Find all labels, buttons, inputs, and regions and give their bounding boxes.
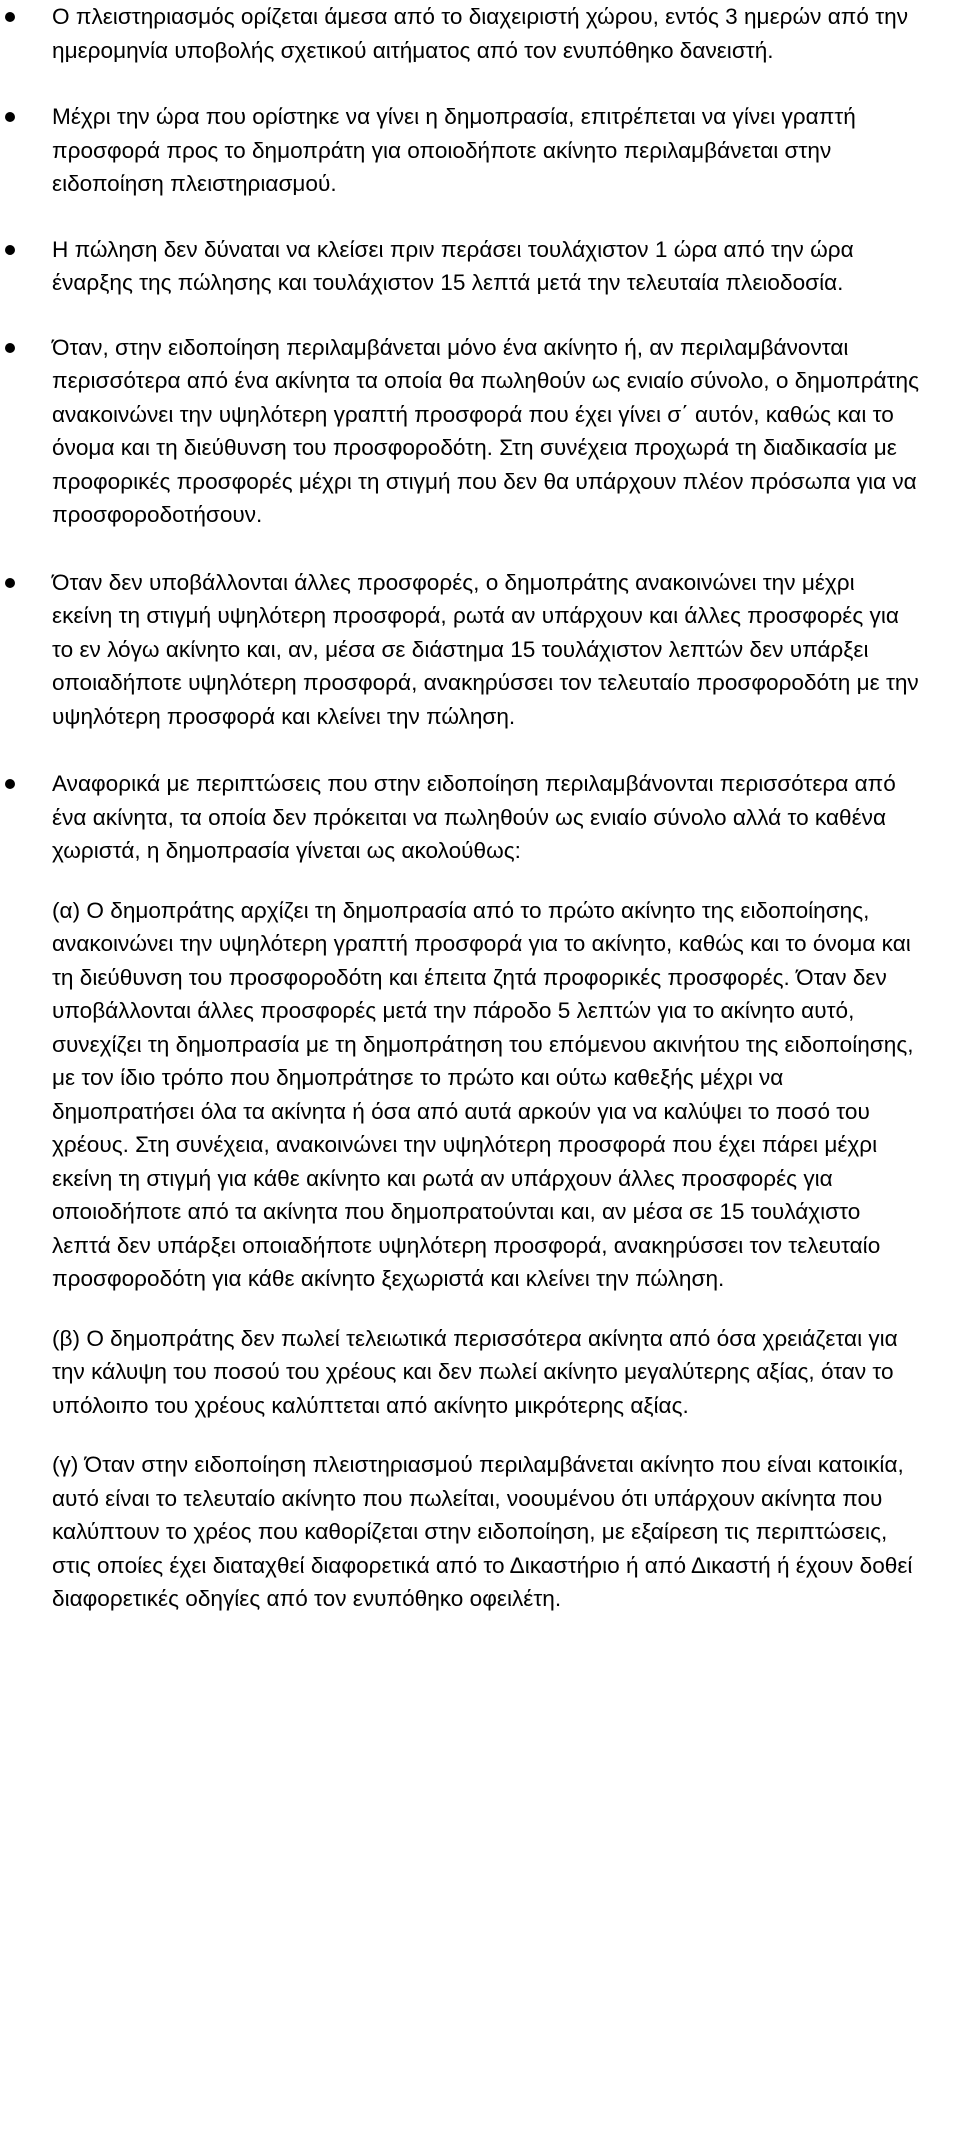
bullet-icon: [5, 245, 15, 255]
paragraph: Αναφορικά με περιπτώσεις που στην ειδοποίηση περιλαμβάνονται περισσότερα από ένα ακίνητα, τα οποία δεν πρόκειται να πωληθούν ως ενιαίο σύνολο αλλά το καθένα χωριστά, η δημοπρασία γίνεται ως ακολούθως:: [52, 771, 896, 863]
bullet-icon: [5, 343, 15, 353]
subparagraph-a: (α) Ο δημοπράτης αρχίζει τη δημοπρασία από το πρώτο ακίνητο της ειδοποίησης, ανακοινώνει την υψηλότερη γραπτή προσφορά για το ακίνητο, καθώς και το όνομα και τη διεύθυνση του προσφοροδότη και έπειτα ζητά προφορικές προσφορές. Όταν δεν υποβάλλονται άλλες προσφορές μετά την πάροδο 5 λεπτών για το ακίνητο αυτό, συνεχίζει τη δημοπρασία με τη δημοπράτηση του επόμενου ακινήτου της ειδοποίησης, με τον ίδιο τρόπο που δημοπράτησε το πρώτο και ούτω καθεξής μέχρι να δημοπρατήσει όλα τα ακίνητα ή όσα από αυτά αρκούν για να καλύψει το ποσό του χρέους. Στη συνέχεια, ανακοινώνει την υψηλότερη προσφορά που έχει πάρει μέχρι εκείνη τη στιγμή για κάθε ακίνητο και ρωτά αν υπάρχουν άλλες προσφορές για οποιοδήποτε από τα ακίνητα που δημοπρατούνται και, αν μέσα σε 15 τουλάχιστο λεπτά δεν υπάρξει οποιαδήποτε υψηλότερη προσφορά, ανακηρύσσει τον τελευταίο προσφοροδότη για κάθε ακίνητο ξεχωριστά και κλείνει την πώληση.: [52, 897, 914, 1291]
paragraph: Μέχρι την ώρα που ορίστηκε να γίνει η δημοπρασία, επιτρέπεται να γίνει γραπτή προσφορά προς το δημοπράτη για οποιοδήποτε ακίνητο περιλαμβάνεται στην ειδοποίηση πλειστηριασμού.: [52, 104, 856, 196]
paragraph: Η πώληση δεν δύναται να κλείσει πριν περάσει τουλάχιστον 1 ώρα από την ώρα έναρξης της πώλησης και τουλάχιστον 15 λεπτά μετά την τελευταία πλειοδοσία.: [52, 236, 854, 295]
paragraph: Ο πλειστηριασμός ορίζεται άμεσα από το διαχειριστή χώρου, εντός 3 ημερών από την ημερομηνία υποβολής σχετικού αιτήματος από τον ενυπόθηκο δανειστή.: [52, 4, 908, 63]
list-item: [0, 100, 920, 201]
bullet-icon: [5, 578, 15, 588]
subparagraph-c: (γ) Όταν στην ειδοποίηση πλειστηριασμού περιλαμβάνεται ακίνητο που είναι κατοικία, αυτό είναι το τελευταίο ακίνητο που πωλείται, νοουμένου ότι υπάρχουν ακίνητα που καλύπτουν το χρέος που καθορίζεται στην ειδοποίηση, με εξαίρεση τις περιπτώσεις, στις οποίες έχει διαταχθεί διαφορετικά από το Δικαστήριο ή από Δικαστή ή έχουν δοθεί διαφορετικές οδηγίες από τον ενυπόθηκο οφειλέτη.: [52, 1452, 913, 1611]
list-item: [0, 0, 920, 67]
paragraph: Όταν δεν υποβάλλονται άλλες προσφορές, ο δημοπράτης ανακοινώνει την μέχρι εκείνη τη στιγμή υψηλότερη προσφορά, ρωτά αν υπάρχουν και άλλες προσφορές για το εν λόγω ακίνητο και, αν, μέσα σε διάστημα 15 τουλάχιστον λεπτών δεν υπάρξει οποιαδήποτε υψηλότερη προσφορά, ανακηρύσσει τον τελευταίο προσφοροδότη με την υψηλότερη προσφορά και κλείνει την πώληση.: [52, 569, 919, 729]
list-item: [0, 233, 920, 300]
list-item: [0, 566, 920, 734]
list-item: [0, 331, 920, 532]
subparagraph-b: (β) Ο δημοπράτης δεν πωλεί τελειωτικά περισσότερα ακίνητα από όσα χρειάζεται για την κάλυψη του ποσού του χρέους και δεν πωλεί ακίνητο μεγαλύτερης αξίας, όταν το υπόλοιπο του χρέους καλύπτεται από ακίνητο μικρότερης αξίας.: [52, 1325, 898, 1418]
paragraph: Όταν, στην ειδοποίηση περιλαμβάνεται μόνο ένα ακίνητο ή, αν περιλαμβάνονται περισσότερα από ένα ακίνητα τα οποία θα πωληθούν ως ενιαίο σύνολο, ο δημοπράτης ανακοινώνει την υψηλότερη γραπτή προσφορά που έχει γίνει σ΄ αυτόν, καθώς και το όνομα και τη διεύθυνση του προσφοροδότη. Στη συνέχεια προχωρά τη διαδικασία με προφορικές προσφορές μέχρι τη στιγμή που δεν θα υπάρχουν πλέον πρόσωπα για να προσφοροδοτήσουν.: [52, 334, 919, 527]
list-item: [0, 767, 920, 1616]
bullet-icon: [5, 779, 15, 789]
bullet-icon: [5, 12, 15, 22]
bullet-icon: [5, 112, 15, 122]
